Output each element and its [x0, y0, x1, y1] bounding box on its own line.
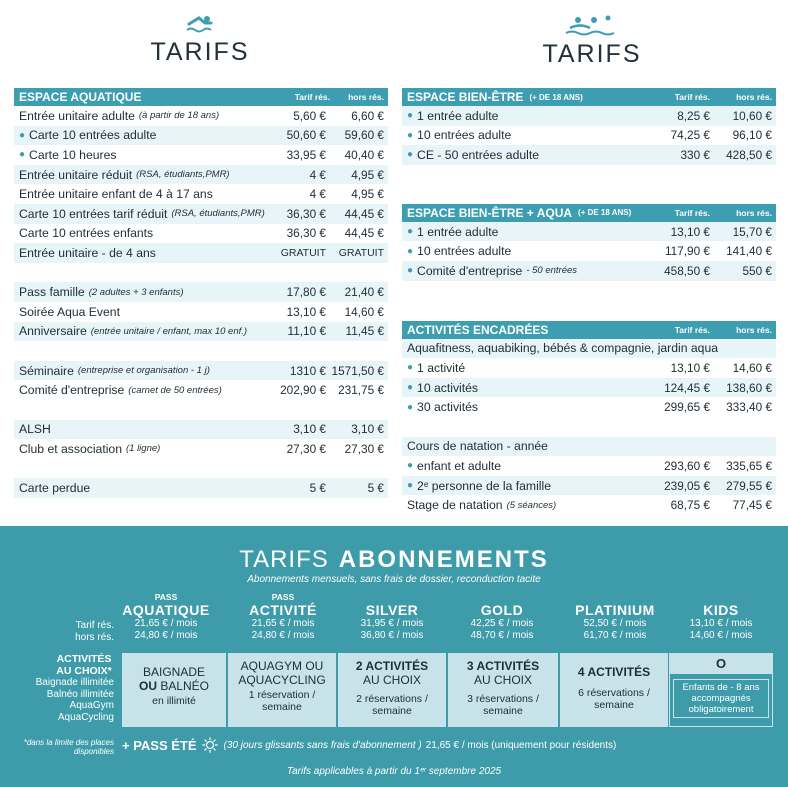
price-row — [402, 241, 776, 261]
pass-price-non-resident: 48,70 € / mois — [470, 630, 534, 641]
price-non-resident: 3,10 € — [351, 422, 384, 437]
pass-pre — [666, 592, 776, 602]
title-a: TARIFS — [239, 546, 329, 573]
price-resident: 239,05 € — [664, 478, 710, 493]
price-row — [14, 361, 388, 381]
box-line1: BAIGNADE — [142, 665, 205, 679]
price-non-resident: 15,70 € — [732, 224, 772, 239]
col-non-resident: hors rés. — [348, 92, 384, 102]
row-label: Carte 10 heures — [29, 147, 117, 162]
price-non-resident: 96,10 € — [732, 128, 772, 143]
price-non-resident: 333,40 € — [726, 400, 772, 415]
price-non-resident: 138,60 € — [726, 380, 772, 395]
row-label: Comité d'entreprise — [19, 383, 125, 398]
bullet-icon: ● — [407, 149, 414, 161]
row-label: 10 activités — [417, 380, 479, 395]
abonnements-section — [0, 526, 788, 787]
legend-item: AquaCycling — [57, 711, 114, 723]
pass-name: KIDS — [703, 602, 739, 618]
abonnements-subtitle: Abonnements mensuels, sans frais de dossier, reconduction tacite — [247, 574, 541, 585]
bullet-icon: ● — [407, 362, 414, 374]
pass-pre — [337, 592, 447, 602]
price-resident: 50,60 € — [286, 128, 326, 143]
price-row — [14, 224, 388, 244]
price-non-resident: 27,30 € — [344, 441, 384, 456]
row-label: Soirée Aqua Event — [19, 304, 120, 319]
pass-ete-price: 21,65 € / mois (uniquement pour résidents) — [425, 739, 617, 751]
price-row — [402, 106, 776, 126]
pass-gold — [447, 592, 557, 642]
row-note: (entreprise et organisation - 1 j) — [77, 365, 210, 377]
section-title: ACTIVITÉS ENCADRÉES — [407, 322, 549, 337]
pass-price-resident: 13,10 € / mois — [689, 618, 753, 629]
price-non-resident: 1571,50 € — [331, 363, 384, 378]
row-label: Comité d'entreprise — [417, 263, 523, 278]
price-row — [14, 439, 388, 459]
pass-platinium — [560, 592, 670, 642]
price-row — [402, 145, 776, 165]
price-resident: 3,10 € — [293, 422, 326, 437]
row-note: (2 adultes + 3 enfants) — [88, 286, 184, 298]
price-resident: 27,30 € — [286, 441, 326, 456]
box-aquatique — [122, 653, 226, 727]
pass-kids — [666, 592, 776, 642]
price-row — [14, 184, 388, 204]
price-non-resident: 77,45 € — [732, 498, 772, 513]
price-non-resident: 21,40 € — [344, 285, 384, 300]
right-title: TARIFS — [542, 40, 642, 68]
price-non-resident: 14,60 € — [344, 304, 384, 319]
bullet-icon: ● — [407, 460, 414, 472]
pass-price-non-resident: 24,80 € / mois — [251, 630, 315, 641]
legend-title: ACTIVITÉS AU CHOIX* — [56, 653, 112, 677]
box-line2: AU CHOIX — [362, 673, 421, 687]
row-label: Stage de natation — [407, 498, 503, 513]
box-platinium — [560, 653, 668, 727]
price-non-resident: 10,60 € — [732, 108, 772, 123]
validity-footer: Tarifs applicables à partir du 1ᵉʳ septembre 2025 — [286, 766, 502, 777]
col-non-resident: hors rés. — [736, 324, 772, 335]
price-non-resident: 11,45 € — [345, 324, 384, 339]
pass-price-non-resident: 36,80 € / mois — [360, 630, 424, 641]
price-row — [402, 261, 776, 281]
row-gap — [14, 263, 388, 283]
price-row — [14, 420, 388, 440]
price-row — [14, 302, 388, 322]
box-sub: 6 réservations / semaine — [578, 687, 650, 711]
row-gap — [14, 341, 388, 361]
price-resident: 11,10 € — [287, 324, 326, 339]
bullet-icon: ● — [407, 265, 414, 277]
box-sub: en illimité — [152, 695, 196, 707]
pass-price-non-resident: 24,80 € / mois — [134, 630, 198, 641]
box-sub: 3 réservations / semaine — [467, 693, 539, 717]
pass-activite — [228, 592, 338, 642]
price-row — [14, 145, 388, 165]
box-line1: 4 ACTIVITÉS — [577, 665, 651, 679]
price-row — [14, 322, 388, 342]
price-row — [14, 243, 388, 263]
pass-price-resident: 21,65 € / mois — [134, 618, 198, 629]
row-label: Carte perdue — [19, 481, 91, 496]
row-label: Carte 10 entrées adulte — [29, 128, 157, 143]
kids-note: Enfants de - 8 ans accompagnés obligatoirement — [673, 679, 769, 718]
price-non-resident: GRATUIT — [338, 246, 384, 259]
pass-name: GOLD — [480, 602, 524, 618]
box-activite — [228, 653, 336, 727]
price-non-resident: 141,40 € — [726, 244, 772, 259]
row-label: 2ᵉ personne de la famille — [417, 478, 551, 493]
legend-item: Baignade illimitée — [35, 677, 114, 688]
bullet-icon: ● — [407, 382, 414, 394]
price-resident: 330 € — [680, 147, 710, 162]
sun-icon — [202, 737, 218, 753]
row-note: (RSA, étudiants,PMR) — [136, 169, 230, 181]
col-resident: Tarif rés. — [674, 324, 710, 335]
price-resident: 202,90 € — [280, 383, 326, 398]
price-row — [402, 456, 776, 476]
row-label: 1 entrée adulte — [417, 108, 499, 123]
price-resident: 33,95 € — [286, 147, 326, 162]
right-sections — [402, 88, 776, 515]
row-label: Anniversaire — [19, 324, 87, 339]
bienaqua-header — [402, 204, 776, 222]
box-sub: 2 réservations / semaine — [356, 693, 428, 717]
section-title: ESPACE BIEN-ÊTRE — [407, 90, 524, 104]
pass-name: SILVER — [365, 602, 419, 618]
price-non-resident: 40,40 € — [344, 147, 384, 162]
col-resident: Tarif rés. — [674, 207, 710, 218]
box-or: OU — [138, 679, 157, 693]
box-silver — [338, 653, 446, 727]
pass-ete — [122, 737, 616, 753]
bullet-icon: ● — [407, 110, 414, 122]
price-row — [14, 126, 388, 146]
price-resident: 8,25 € — [677, 108, 710, 123]
box-line2: AQUACYCLING — [238, 673, 326, 687]
row-label: enfant et adulte — [417, 458, 502, 473]
bullet-icon: ● — [19, 149, 26, 161]
row-label: Pass famille — [19, 285, 85, 300]
bullet-icon: ● — [407, 245, 414, 257]
price-resident: 117,90 € — [664, 244, 710, 259]
price-non-resident: 335,65 € — [726, 458, 772, 473]
row-label: Séminaire — [19, 363, 74, 378]
row-label: Carte 10 entrées tarif réduit — [19, 206, 168, 221]
row-label: 10 entrées adulte — [417, 244, 512, 259]
pass-ete-label: + PASS ÉTÉ — [122, 737, 197, 753]
price-non-resident: 44,45 € — [344, 226, 384, 241]
col-non-resident: hors rés. — [736, 92, 772, 102]
price-resident: 68,75 € — [670, 498, 710, 513]
pass-pre — [447, 592, 557, 602]
activites-header — [402, 321, 776, 339]
row-note: (5 séances) — [506, 499, 557, 511]
box-gold — [448, 653, 558, 727]
price-row — [402, 358, 776, 378]
left-header — [100, 14, 300, 67]
row-label: 1 activité — [417, 360, 466, 375]
pass-price-non-resident: 61,70 € / mois — [583, 630, 647, 641]
price-resident: 74,25 € — [670, 128, 710, 143]
pass-pre — [560, 592, 670, 602]
wellness-icon — [564, 14, 620, 36]
box-line2: BALNÉO — [156, 679, 210, 693]
price-row — [402, 397, 776, 417]
abonnements-title — [0, 546, 788, 574]
row-label: Aquafitness, aquabiking, bébés & compagnie, jardin aqua — [407, 341, 718, 356]
row-label: 30 activités — [417, 400, 479, 415]
box-line1: 2 ACTIVITÉS — [355, 659, 429, 673]
price-resident: 36,30 € — [286, 226, 326, 241]
aquatique-section — [14, 88, 388, 498]
row-label: Entrée unitaire adulte — [19, 108, 135, 123]
box-kids — [669, 653, 773, 727]
legend-item: AquaGym — [69, 700, 114, 711]
row-note: (1 ligne) — [125, 443, 161, 455]
price-row — [402, 126, 776, 146]
pass-name: ACTIVITÉ — [249, 602, 317, 618]
section-title: ESPACE AQUATIQUE — [19, 90, 142, 104]
kids-o: O — [670, 654, 772, 674]
pass-name: AQUATIQUE — [122, 602, 210, 618]
box-line2: AU CHOIX — [473, 673, 532, 687]
pass-silver — [337, 592, 447, 642]
pass-price-resident: 42,25 € / mois — [470, 618, 534, 629]
row-label: Cours de natation - année — [407, 439, 548, 454]
price-non-resident: 428,50 € — [726, 147, 772, 162]
price-row — [402, 476, 776, 496]
pass-price-resident: 31,95 € / mois — [360, 618, 424, 629]
box-line1: AQUAGYM OU — [240, 659, 324, 673]
col-non-resident: hors rés. — [736, 207, 772, 218]
price-row — [402, 495, 776, 515]
pass-pre: PASS — [271, 592, 295, 602]
row-note: (entrée unitaire / enfant, max 10 enf.) — [90, 325, 248, 337]
price-row — [402, 378, 776, 398]
price-row — [14, 204, 388, 224]
price-resident: 5 € — [309, 481, 326, 496]
price-row — [402, 339, 776, 359]
pass-price-resident: 52,50 € / mois — [583, 618, 647, 629]
price-resident: 4 € — [309, 187, 326, 202]
price-resident: 1310 € — [289, 363, 326, 378]
row-note: (à partir de 18 ans) — [138, 110, 220, 122]
col-resident: Tarif rés. — [674, 92, 710, 102]
legend-item: Balnéo illimitée — [46, 688, 114, 700]
row-note: (RSA, étudiants,PMR) — [171, 208, 265, 220]
price-non-resident: 5 € — [367, 481, 384, 496]
price-resident: 293,60 € — [664, 458, 710, 473]
price-non-resident: 231,75 € — [338, 383, 384, 398]
box-sub: 1 réservation / semaine — [248, 689, 316, 713]
bullet-icon: ● — [19, 129, 26, 141]
row-label: Entrée unitaire enfant de 4 à 17 ans — [19, 187, 213, 202]
price-non-resident: 4,95 € — [351, 187, 384, 202]
row-label: 10 entrées adulte — [417, 128, 512, 143]
right-header — [492, 14, 692, 69]
row-gap — [402, 417, 776, 437]
price-resident: 17,80 € — [286, 285, 326, 300]
price-row — [402, 437, 776, 457]
label-non-resident: hors rés. — [75, 632, 114, 643]
bullet-icon: ● — [407, 480, 414, 492]
col-resident: Tarif rés. — [294, 92, 330, 102]
price-resident: 4 € — [309, 167, 326, 182]
price-resident: GRATUIT — [280, 246, 326, 259]
pass-price-resident: 21,65 € / mois — [251, 618, 315, 629]
aquatique-header — [14, 88, 388, 106]
row-label: Club et association — [19, 441, 122, 456]
price-non-resident: 44,45 € — [344, 206, 384, 221]
price-row — [14, 380, 388, 400]
row-gap — [14, 459, 388, 479]
bullet-icon: ● — [407, 129, 414, 141]
price-resident: 13,10 € — [670, 360, 710, 375]
row-note: - 50 entrées — [526, 265, 578, 277]
price-resident: 36,30 € — [286, 206, 326, 221]
row-gap — [14, 400, 388, 420]
row-label: CE - 50 entrées adulte — [417, 147, 539, 162]
row-label: Entrée unitaire réduit — [19, 167, 133, 182]
section-title: ESPACE BIEN-ÊTRE + AQUA — [407, 205, 573, 220]
title-b: ABONNEMENTS — [338, 546, 549, 573]
price-row — [14, 478, 388, 498]
row-note: (carnet de 50 entrées) — [128, 384, 222, 396]
row-label: 1 entrée adulte — [417, 224, 499, 239]
pass-aquatique — [111, 592, 221, 642]
price-non-resident: 4,95 € — [351, 167, 384, 182]
price-non-resident: 6,60 € — [351, 108, 384, 123]
price-resident: 13,10 € — [670, 224, 710, 239]
bullet-icon: ● — [407, 401, 414, 413]
price-row — [14, 106, 388, 126]
bullet-icon: ● — [407, 226, 414, 238]
bienetre-header — [402, 88, 776, 106]
price-non-resident: 14,60 € — [732, 360, 772, 375]
price-non-resident: 279,55 € — [726, 478, 772, 493]
row-label: Carte 10 entrées enfants — [19, 226, 154, 241]
price-row — [14, 165, 388, 185]
section-subtitle: (+ DE 18 ANS) — [529, 92, 583, 102]
section-subtitle: (+ DE 18 ANS) — [578, 208, 632, 218]
row-label: ALSH — [19, 422, 51, 437]
price-resident: 458,50 € — [664, 263, 710, 278]
price-resident: 124,45 € — [664, 380, 710, 395]
activities-legend — [4, 654, 114, 723]
box-line1: 3 ACTIVITÉS — [466, 659, 540, 673]
legend-footnote: *dans la limite des places disponibles — [23, 738, 114, 756]
pass-ete-desc: (30 jours glissants sans frais d'abonnement ) — [223, 739, 422, 751]
price-non-resident: 59,60 € — [344, 128, 384, 143]
price-resident: 299,65 € — [664, 400, 710, 415]
price-row — [402, 222, 776, 242]
pass-pre: PASS — [154, 592, 178, 602]
swimmer-icon — [185, 14, 215, 34]
price-resident: 5,60 € — [293, 108, 326, 123]
price-row-labels — [40, 620, 114, 644]
price-non-resident: 550 € — [742, 263, 772, 278]
pass-name: PLATINIUM — [575, 602, 655, 618]
label-resident: Tarif rés. — [75, 620, 114, 631]
pass-price-non-resident: 14,60 € / mois — [689, 630, 753, 641]
price-row — [14, 282, 388, 302]
price-resident: 13,10 € — [286, 304, 326, 319]
left-title: TARIFS — [150, 38, 250, 66]
row-label: Entrée unitaire - de 4 ans — [19, 245, 156, 260]
